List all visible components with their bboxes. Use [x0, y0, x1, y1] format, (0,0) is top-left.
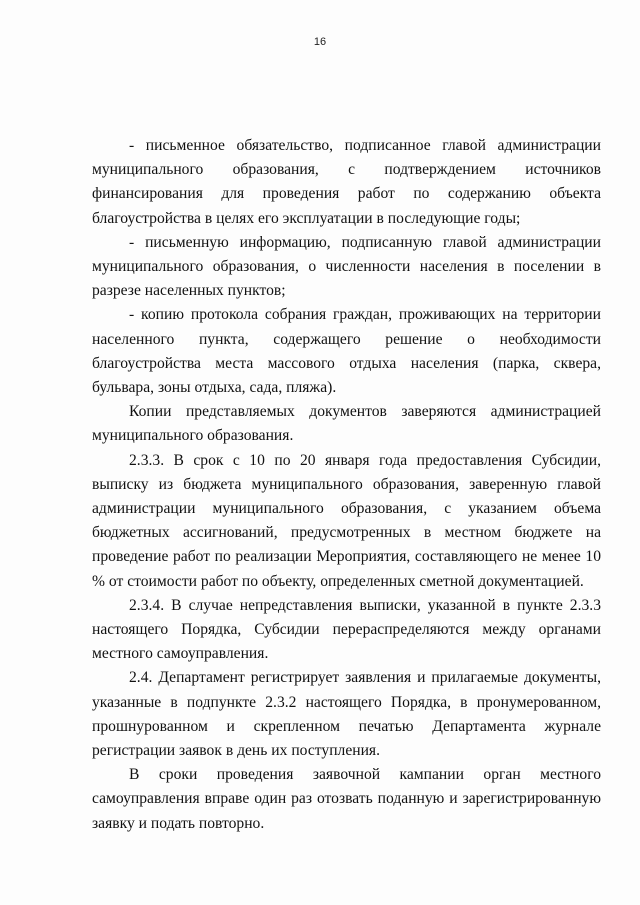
paragraph-2-4: 2.4. Департамент регистрирует заявления и прилагаемые документы, указанные в подпункте 2.3.2 настоящего Порядка, в пронумерованном, прошнурованном и скрепленном печатью Департамента журнале регистрации заявок в день их поступления. [92, 669, 601, 760]
paragraph-copies-certified: Копии представляемых документов заверяются администрацией муниципального образования. [92, 403, 601, 445]
paragraph-2-3-3: 2.3.3. В срок с 10 по 20 января года предоставления Субсидии, выписку из бюджета муниципального образования, заверенную главой администрации муниципального образования, с указанием объема бюджетных ассигнований, предусмотренных в местном бюджете на проведение работ по реализации Мероприятия, составляющего не менее 10 % от стоимости работ по объекту, определенных сметной документацией. [92, 451, 601, 590]
paragraph-meeting-protocol: - копию протокола собрания граждан, проживающих на территории населенного пункта, содержащего решение о необходимости благоустройства места массового отдыха населения (парка, сквера, бульвара, зоны отдыха, сада, пляжа). [92, 306, 601, 397]
paragraph-obligation: - письменное обязательство, подписанное главой администрации муниципального образования, с подтверждением источников финансирования для проведения работ по содержанию объекта благоустройства в целях его эксплуатации в последующие годы; [92, 137, 601, 227]
document-body [92, 134, 601, 836]
page-number: 16 [313, 36, 327, 48]
paragraph-2-3-4: 2.3.4. В случае непредставления выписки, указанной в пункте 2.3.3 настоящего Порядка, Субсидии перераспределяются между органами местного самоуправления. [92, 596, 601, 663]
paragraph-population-info: - письменную информацию, подписанную главой администрации муниципального образования, о численности населения в поселении в разрезе населенных пунктов; [92, 233, 601, 300]
paragraph-withdraw-application: В сроки проведения заявочной кампании орган местного самоуправления вправе один раз отозвать поданную и зарегистрированную заявку и подать повторно. [92, 766, 601, 832]
